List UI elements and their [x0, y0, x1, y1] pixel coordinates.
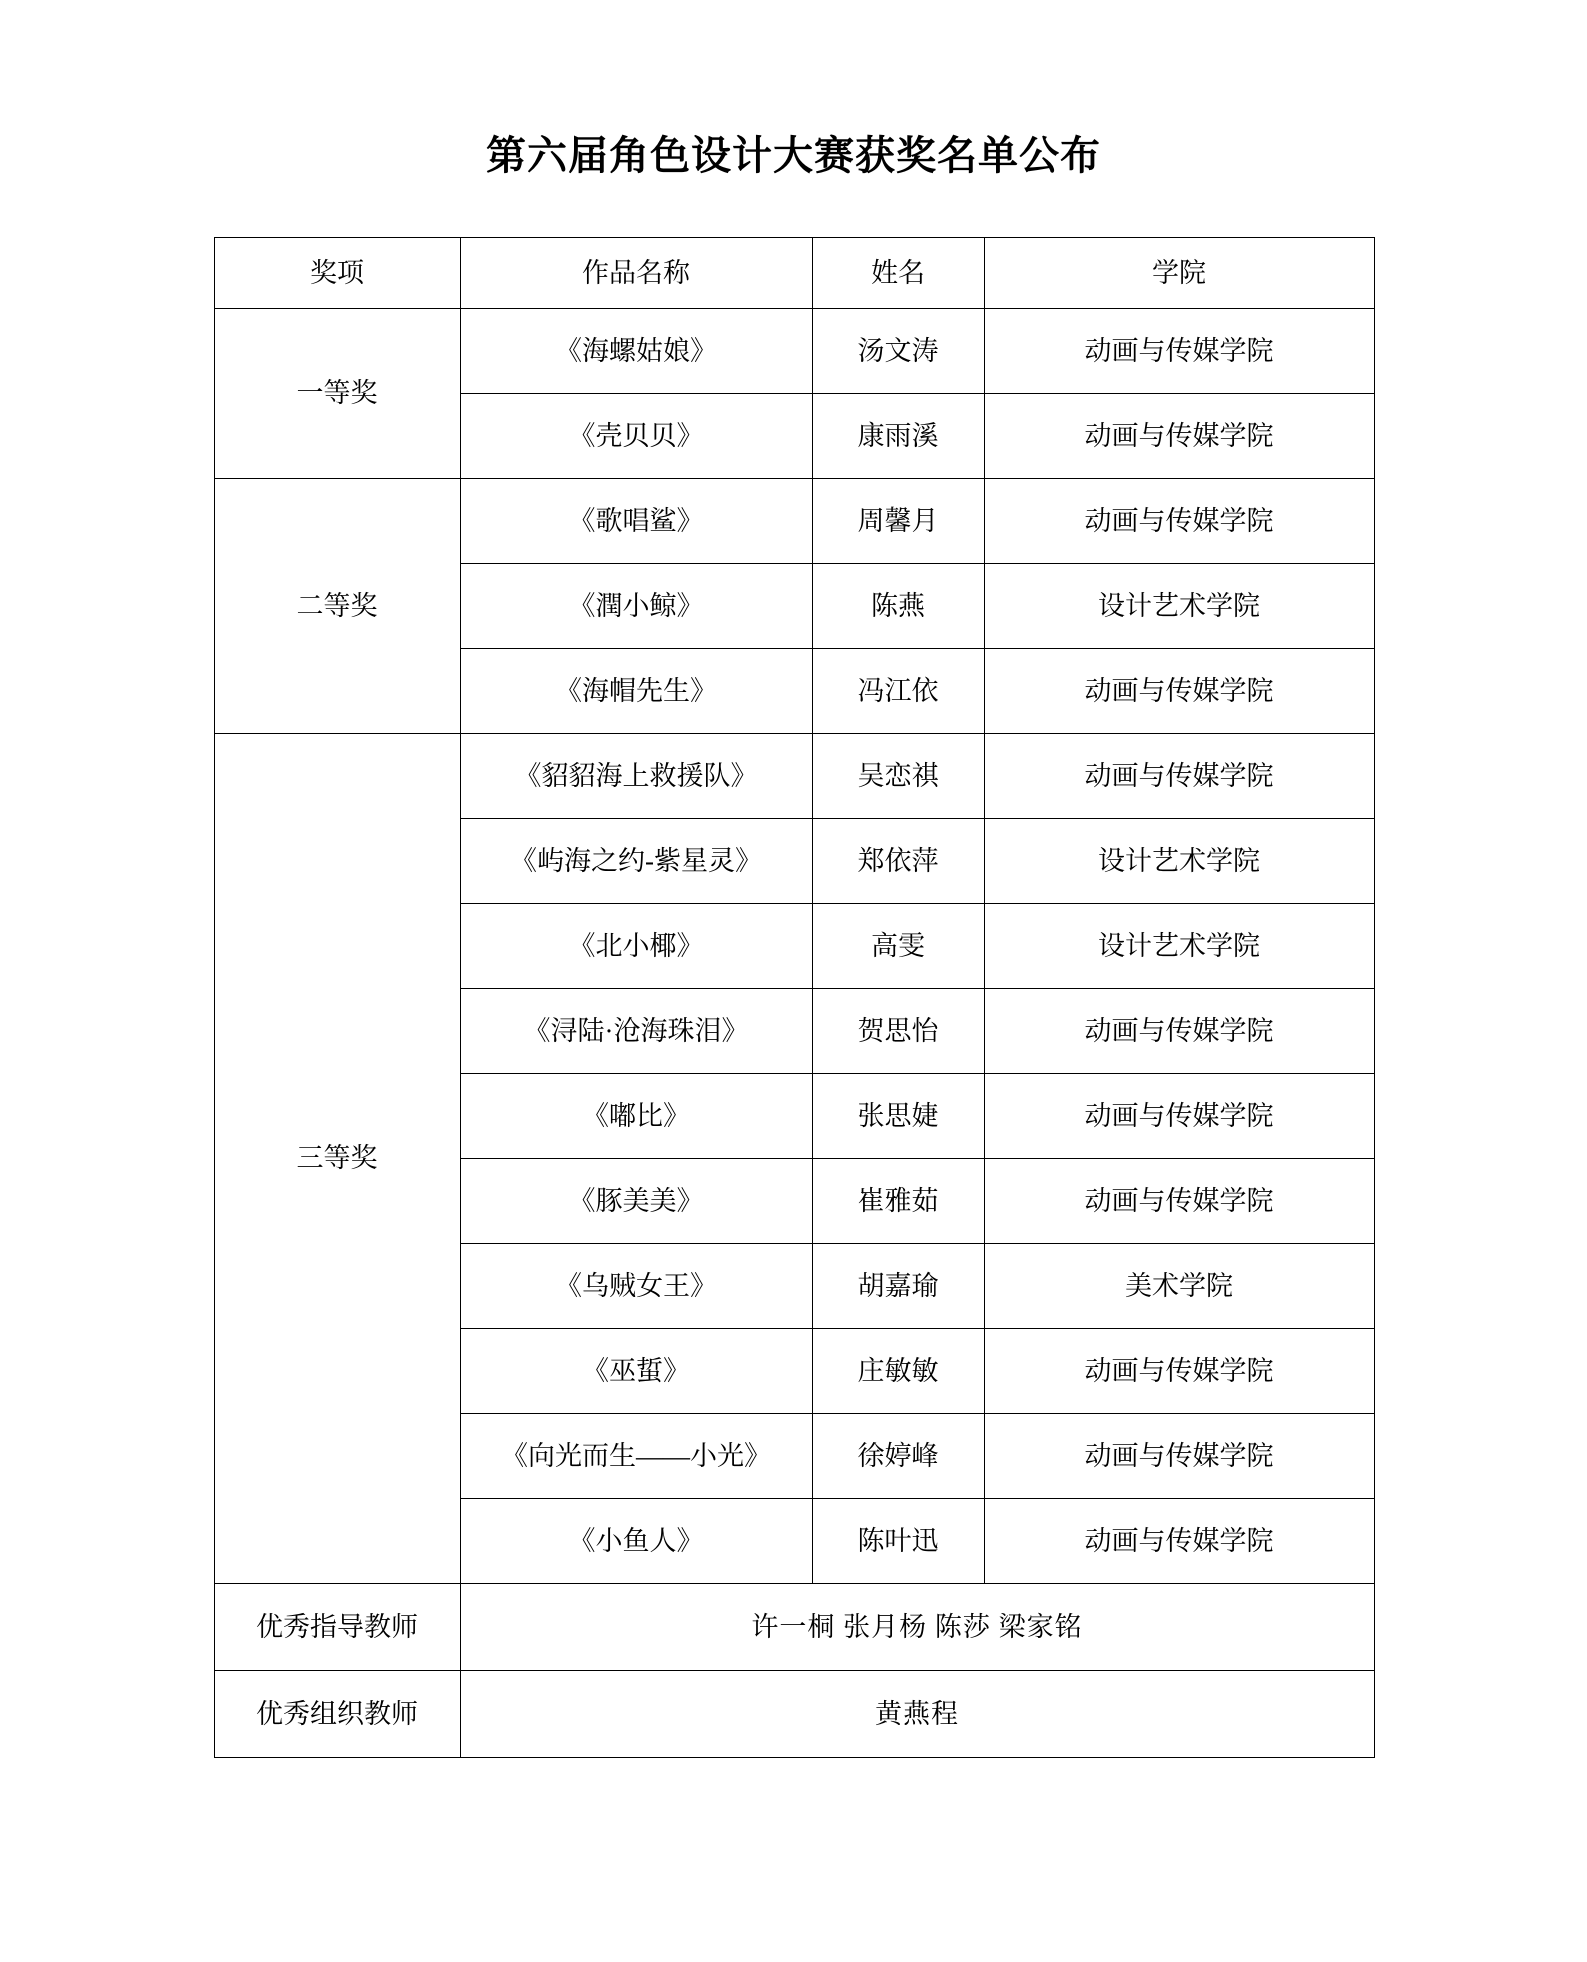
- winner-college: 动画与传媒学院: [984, 649, 1374, 734]
- column-header-award: 奖项: [214, 238, 460, 309]
- work-title: 《壳贝贝》: [460, 394, 812, 479]
- work-title: 《歌唱鲨》: [460, 479, 812, 564]
- special-award-label: 优秀指导教师: [214, 1584, 460, 1671]
- work-title: 《屿海之约-紫星灵》: [460, 819, 812, 904]
- table-row: [214, 1584, 1374, 1671]
- winner-name: 胡嘉瑜: [812, 1244, 984, 1329]
- winner-college: 动画与传媒学院: [984, 1414, 1374, 1499]
- column-header-name: 姓名: [812, 238, 984, 309]
- table-body: [214, 309, 1374, 1758]
- table-row: [214, 309, 1374, 394]
- winner-college: 动画与传媒学院: [984, 1499, 1374, 1584]
- winner-name: 汤文涛: [812, 309, 984, 394]
- column-header-college: 学院: [984, 238, 1374, 309]
- winner-name: 贺思怡: [812, 989, 984, 1074]
- work-title: 《嘟比》: [460, 1074, 812, 1159]
- winner-college: 设计艺术学院: [984, 819, 1374, 904]
- award-group-label: 二等奖: [214, 479, 460, 734]
- work-title: 《巫蜇》: [460, 1329, 812, 1414]
- special-award-value: 黄燕程: [460, 1671, 1374, 1758]
- page-title: 第六届角色设计大赛获奖名单公布: [486, 133, 1101, 178]
- winner-name: 陈燕: [812, 564, 984, 649]
- winner-college: 设计艺术学院: [984, 904, 1374, 989]
- winner-college: 动画与传媒学院: [984, 1159, 1374, 1244]
- winner-college: 动画与传媒学院: [984, 1074, 1374, 1159]
- award-group-label: 一等奖: [214, 309, 460, 479]
- winner-name: 高雯: [812, 904, 984, 989]
- winner-name: 徐婷峰: [812, 1414, 984, 1499]
- winner-name: 庄敏敏: [812, 1329, 984, 1414]
- special-award-label: 优秀组织教师: [214, 1671, 460, 1758]
- winner-college: 设计艺术学院: [984, 564, 1374, 649]
- special-award-value: 许一桐 张月杨 陈莎 梁家铭: [460, 1584, 1374, 1671]
- table-header-row: [214, 238, 1374, 309]
- work-title: 《貂貂海上救援队》: [460, 734, 812, 819]
- work-title: 《海螺姑娘》: [460, 309, 812, 394]
- award-group-label: 三等奖: [214, 734, 460, 1584]
- work-title: 《乌贼女王》: [460, 1244, 812, 1329]
- winner-name: 崔雅茹: [812, 1159, 984, 1244]
- work-title: 《向光而生——小光》: [460, 1414, 812, 1499]
- column-header-work: 作品名称: [460, 238, 812, 309]
- winner-name: 张思婕: [812, 1074, 984, 1159]
- work-title: 《小鱼人》: [460, 1499, 812, 1584]
- work-title: 《浔陆·沧海珠泪》: [460, 989, 812, 1074]
- winner-college: 动画与传媒学院: [984, 734, 1374, 819]
- table-row: [214, 734, 1374, 819]
- winner-name: 冯江依: [812, 649, 984, 734]
- winner-name: 吴恋祺: [812, 734, 984, 819]
- table-header: [214, 238, 1374, 309]
- winner-college: 美术学院: [984, 1244, 1374, 1329]
- winner-name: 康雨溪: [812, 394, 984, 479]
- winner-college: 动画与传媒学院: [984, 479, 1374, 564]
- award-table-container: [214, 181, 1374, 1758]
- winner-college: 动画与传媒学院: [984, 989, 1374, 1074]
- table-row: [214, 1671, 1374, 1758]
- table-row: [214, 479, 1374, 564]
- work-title: 《海帽先生》: [460, 649, 812, 734]
- winner-college: 动画与传媒学院: [984, 1329, 1374, 1414]
- winner-name: 陈叶迅: [812, 1499, 984, 1584]
- work-title: 《北小椰》: [460, 904, 812, 989]
- award-table: [214, 237, 1375, 1758]
- winner-college: 动画与传媒学院: [984, 394, 1374, 479]
- winner-college: 动画与传媒学院: [984, 309, 1374, 394]
- work-title: 《豚美美》: [460, 1159, 812, 1244]
- work-title: 《潤小鲸》: [460, 564, 812, 649]
- winner-name: 郑依萍: [812, 819, 984, 904]
- winner-name: 周馨月: [812, 479, 984, 564]
